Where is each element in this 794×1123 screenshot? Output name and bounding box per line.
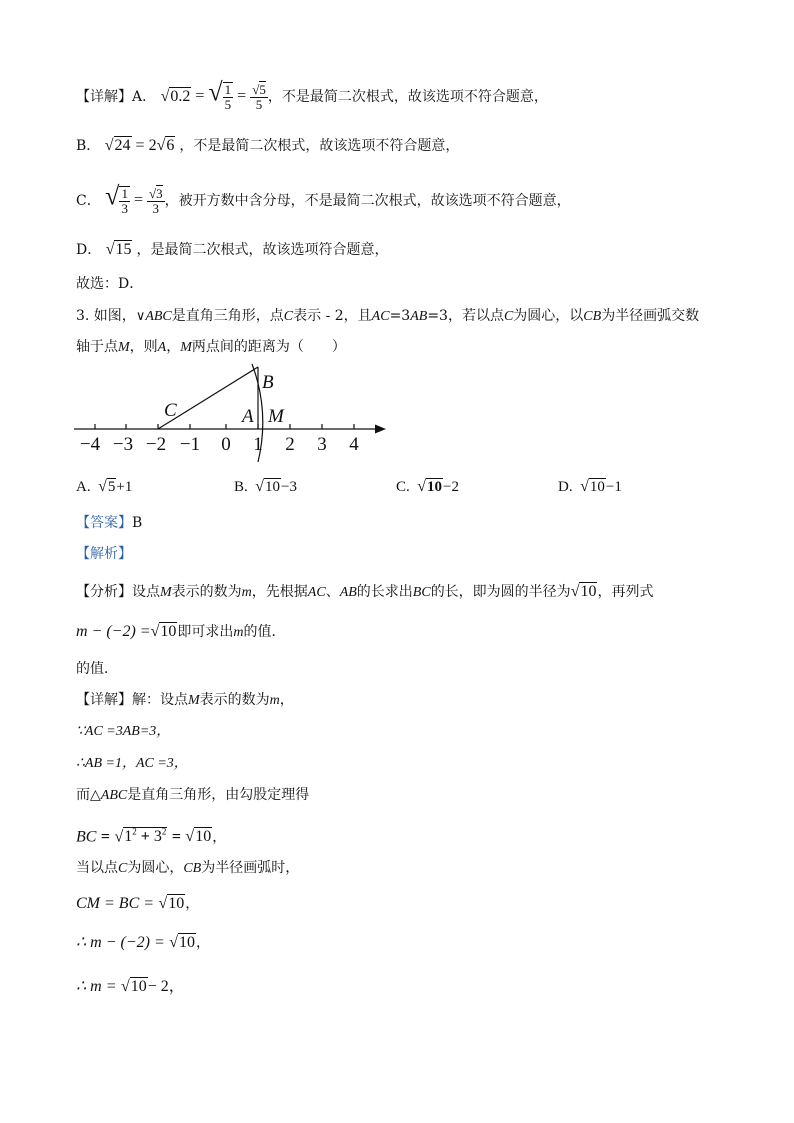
- detail-b-line: [76, 136, 459, 156]
- question-line-2: 轴于点M，则A，M两点间的距离为（ ）: [76, 339, 346, 355]
- answer-line: [76, 513, 142, 533]
- label-A: A: [242, 406, 254, 427]
- detail-c-line: [76, 181, 571, 216]
- option-b-prefix: B．: [76, 138, 101, 154]
- detail-d-suffix: ，是最简二次根式，故该选项符合题意，: [136, 242, 389, 258]
- detail-tag: 【详解】: [76, 89, 132, 105]
- detail-a-line: [76, 77, 548, 112]
- answer-label: 【答案】: [76, 515, 132, 531]
- option-d[interactable]: D. √10−1: [558, 478, 622, 495]
- expr-a: √0.2 = √ $\frac{1}{5}$ = $\frac{√5}{5}$: [160, 77, 266, 112]
- therefore-equation-1: ∴ m − (−2) = √10，: [76, 934, 211, 951]
- equation-line: m − (−2) =√10即可求出m的值．: [76, 623, 286, 640]
- option-a-prefix: A．: [132, 89, 157, 105]
- tick-label: 3: [317, 434, 327, 455]
- tick-label: −3: [112, 434, 134, 455]
- label-C: C: [164, 400, 177, 421]
- option-c[interactable]: C. √10−2: [396, 478, 460, 495]
- detail-line-6: 当以点C为圆心，CB为半径画弧时，: [76, 860, 300, 876]
- answer-value: B: [132, 515, 143, 531]
- bc-equation: BC = $√1^2 + 3^2 = √10$，: [76, 827, 227, 846]
- tick-label: 4: [349, 434, 359, 455]
- expr-c: √ $\frac{1}{3}$ = $\frac{√3}{3}$: [105, 181, 163, 216]
- leftover-line: 的值．: [76, 661, 118, 677]
- tick-label: 2: [285, 434, 295, 455]
- axis-ticks: [95, 424, 354, 429]
- expr-d: √15: [105, 241, 132, 258]
- fenxi-line: 【分析】设点M表示的数为m，先根据AC、AB的长求出BC的长，即为圆的半径为√10，再列式: [76, 583, 654, 600]
- detail-line-2: ∵AC =3AB=3，: [76, 724, 171, 739]
- axis-arrow: [375, 425, 386, 434]
- label-M: M: [268, 406, 284, 427]
- detail-line-4: 而△ABC是直角三角形，由勾股定理得: [76, 787, 310, 803]
- number-line-figure: [70, 362, 400, 466]
- tick-label: −2: [145, 434, 167, 455]
- label-B: B: [262, 372, 274, 393]
- detail-c-suffix: ，被开方数中含分母，不是最简二次根式，故该选项不符合题意，: [164, 193, 571, 209]
- therefore-equation-2: ∴ m = √10− 2，: [76, 978, 185, 995]
- detail-d-line: [76, 240, 388, 260]
- detail-line-3: ∴AB =1，AC =3，: [76, 756, 188, 771]
- option-b[interactable]: B. √10−3: [234, 478, 298, 495]
- choose-line: 故选：D．: [76, 276, 144, 292]
- tick-label: −4: [79, 434, 101, 455]
- detail-a-suffix: ，不是最简二次根式，故该选项不符合题意，: [267, 89, 548, 105]
- option-c-prefix: C．: [76, 193, 101, 209]
- analysis-heading: 【解析】: [76, 546, 132, 562]
- tick-label: 0: [221, 434, 231, 455]
- tick-label: 1: [253, 434, 263, 455]
- detail-b-suffix: ，不是最简二次根式，故该选项不符合题意，: [179, 138, 460, 154]
- question-line-1: 3. 如图，∨ABC是直角三角形，点C表示 - 2，且AC=3AB=3，若以点C为圆心，以CB为半径画弧交数: [76, 308, 700, 324]
- option-d-prefix: D．: [76, 242, 102, 258]
- expr-b: √24 = 2√6: [104, 137, 175, 154]
- detail-line-1: 【详解】解：设点M表示的数为m，: [76, 692, 294, 708]
- option-a[interactable]: A. √5+1: [76, 478, 133, 495]
- cm-equation: CM = BC = √10，: [76, 895, 200, 912]
- tick-label: −1: [179, 434, 201, 455]
